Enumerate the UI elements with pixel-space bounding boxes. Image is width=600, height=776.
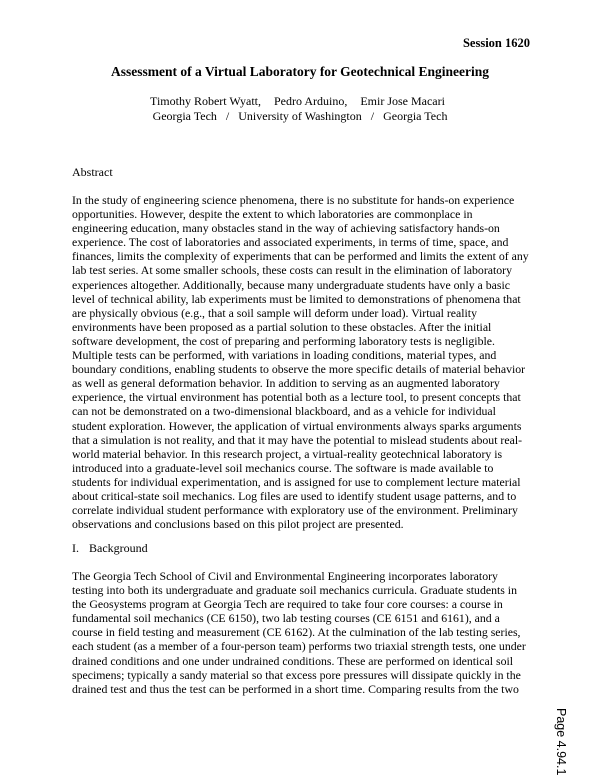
abstract-line: experience. The cost of laboratories and associated experiments, in terms of time, space, and <box>72 235 509 250</box>
body-line: the Geosystems program at Georgia Tech are required to take four core courses: a course in <box>72 597 503 612</box>
abstract-line: students for individual experimentation, and is assigned for use to complement lecture material <box>72 474 521 489</box>
author-affiliations <box>0 109 600 124</box>
abstract-line: that a simulation is not reality, and that it may have the potential to mislead students about real- <box>72 432 523 447</box>
body-line: testing into both its undergraduate and graduate soil mechanics curricula. Graduate students in <box>72 583 517 598</box>
page-number-label: Page 4.94.1 <box>554 708 568 776</box>
section-heading <box>72 541 148 556</box>
session-label: Session 1620 <box>462 36 530 50</box>
abstract-line: software development, the cost of preparing and performing laboratory tests is negligible. <box>72 333 495 348</box>
affiliation: University of Washington <box>238 109 362 123</box>
section-title: Background <box>89 541 148 555</box>
abstract-line: experiences altogether. Additionally, because many undergraduate students have only a basic <box>72 277 510 292</box>
body-line: each student (as a member of a four-person team) performs two triaxial strength tests, one under <box>72 639 526 654</box>
abstract-line: engineering education, many obstacles stand in the way of achieving satisfactory hands-on <box>72 221 500 236</box>
body-line: The Georgia Tech School of Civil and Environmental Engineering incorporates laboratory <box>72 569 498 583</box>
section-body <box>72 569 530 696</box>
abstract-line: lab test series. At some smaller schools, these costs can result in the elimination of laboratory <box>72 263 512 278</box>
body-line: drained test and thus the test can be performed in a short time. Comparing results from the two <box>72 681 519 696</box>
affiliation-separator: / <box>370 109 375 123</box>
abstract-line: student exploration. However, the application of virtual environments always sparks arguments <box>72 418 522 433</box>
abstract-line: environments have been proposed as a partial solution to these obstacles. After the initial <box>72 319 492 334</box>
abstract-line: correlate individual student performance with exploratory use of the environment. Preliminary <box>72 503 518 518</box>
affiliation: Georgia Tech <box>383 109 448 123</box>
abstract-line: as well as general deformation behavior. In addition to serving as an augmented laboratory <box>72 376 500 391</box>
author-name: Emir Jose Macari <box>360 94 445 108</box>
abstract-line: boundary conditions, enabling students to observe the more specific details of material behavior <box>72 362 526 377</box>
abstract-line: world material behavior. In this research project, a virtual-reality geotechnical laboratory is <box>72 446 503 461</box>
abstract-body <box>72 193 530 531</box>
author-name: Pedro Arduino, <box>273 94 348 108</box>
affiliation-separator: / <box>225 109 230 123</box>
abstract-line: level of technical ability, lab experiments must be limited to demonstrations of phenomena that <box>72 291 521 306</box>
abstract-line: In the study of engineering science phenomena, there is no substitute for hands-on experience <box>72 193 515 207</box>
abstract-line: introduced into a graduate-level soil mechanics course. The software is made available to <box>72 460 494 475</box>
author-names <box>0 94 600 109</box>
body-line: fundamental soil mechanics (CE 6150), two lab testing courses (CE 6151 and 6161), and a <box>72 611 500 626</box>
body-line: course in field testing and measurement (CE 6162). At the culmination of the lab testing series, <box>72 625 521 640</box>
body-line: specimens; typically a sandy material so that excess pore pressures will dissipate quickly in the <box>72 667 521 682</box>
abstract-line: are physically obvious (e.g., that a soil sample will deform under load). Virtual reality <box>72 305 477 320</box>
abstract-line: experience, the virtual environment has potential both as a lecture tool, to present concepts that <box>72 390 521 405</box>
abstract-line: observations and conclusions based on this pilot project are presented. <box>72 517 404 532</box>
abstract-line: opportunities. However, despite the extent to which laboratories are commonplace in <box>72 207 473 222</box>
section-number: I. <box>72 541 79 555</box>
affiliation: Georgia Tech <box>152 109 217 123</box>
author-block <box>0 94 600 124</box>
abstract-line: can not be demonstrated on a two-dimensional blackboard, and as a vehicle for individual <box>72 404 496 419</box>
body-line: drained conditions and one under undrained conditions. These are performed on identical soil <box>72 653 514 668</box>
paper-title: Assessment of a Virtual Laboratory for Geotechnical Engineering <box>110 64 490 79</box>
abstract-line: finances, limits the complexity of experiments that can be performed and limits the extent of any <box>72 249 529 264</box>
abstract-line: about critical-state soil mechanics. Log files are used to identify student usage patterns, and to <box>72 488 517 503</box>
author-name: Timothy Robert Wyatt, <box>150 94 261 108</box>
abstract-line: Multiple tests can be performed, with variations in loading conditions, material types, and <box>72 348 497 363</box>
abstract-heading: Abstract <box>72 165 113 179</box>
